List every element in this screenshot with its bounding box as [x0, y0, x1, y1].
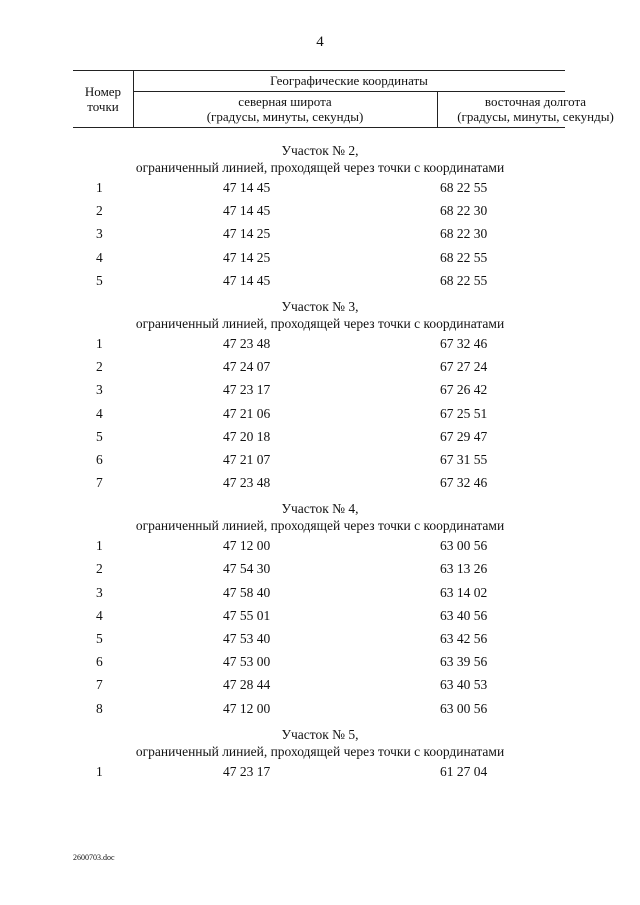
longitude-cell: 63 42 56	[440, 631, 488, 646]
longitude-cell: 63 13 26	[440, 561, 488, 577]
latitude-cell: 47 53 00	[223, 654, 271, 670]
table-row	[0, 650, 640, 673]
longitude-cell: 63 40 56	[440, 607, 488, 623]
point-number-cell: 3	[96, 226, 103, 242]
section-subtitle: ограниченный линией, проходящей через точки с координатами	[135, 160, 505, 175]
section-subtitle: ограниченный линией, проходящей через точки с координатами	[135, 518, 505, 534]
table-row	[0, 534, 640, 557]
latitude-cell: 47 24 07	[223, 359, 271, 375]
point-number-cell: 5	[96, 272, 103, 288]
point-number-cell: 3	[96, 584, 103, 600]
table-row	[0, 402, 640, 425]
table-row	[0, 604, 640, 627]
point-number-cell: 1	[96, 763, 103, 779]
longitude-cell: 68 22 30	[440, 203, 488, 219]
latitude-cell: 47 23 17	[223, 763, 271, 779]
coordinates-table-body	[0, 136, 640, 783]
page-number: 4	[316, 34, 324, 50]
header-longitude	[438, 91, 633, 127]
header-latitude-line2: (градусы, минуты, секунды)	[206, 109, 364, 124]
latitude-cell: 47 23 48	[223, 475, 271, 491]
table-row	[0, 673, 640, 696]
table-row	[0, 697, 640, 720]
table-row	[0, 246, 640, 269]
latitude-cell: 47 14 45	[223, 272, 271, 288]
table-row	[0, 222, 640, 245]
section-title: Участок № 5,	[281, 726, 359, 742]
header-longitude-line1: восточная долгота	[484, 94, 587, 109]
header-geo-coordinates: Географические координаты	[133, 71, 565, 92]
point-number-cell: 1	[96, 180, 103, 195]
latitude-cell: 47 14 45	[223, 180, 271, 195]
longitude-cell: 61 27 04	[440, 763, 488, 779]
header-point-number-line2: точки	[87, 99, 119, 114]
longitude-cell: 63 39 56	[440, 654, 488, 670]
longitude-cell: 68 22 55	[440, 249, 488, 265]
table-row	[0, 627, 640, 650]
section-title: Участок № 4,	[281, 501, 359, 517]
longitude-cell: 63 14 02	[440, 584, 488, 600]
latitude-cell: 47 23 17	[223, 382, 271, 398]
longitude-cell: 67 29 47	[440, 428, 488, 444]
longitude-cell: 68 22 55	[440, 180, 488, 195]
header-point-number	[73, 71, 134, 127]
longitude-cell: 68 22 30	[440, 226, 488, 242]
table-row	[0, 355, 640, 378]
latitude-cell: 47 12 00	[223, 700, 271, 716]
latitude-cell: 47 54 30	[223, 561, 271, 577]
latitude-cell: 47 12 00	[223, 538, 271, 554]
longitude-cell: 67 27 24	[440, 359, 488, 375]
table-row	[0, 269, 640, 292]
table-row	[0, 581, 640, 604]
section-heading	[0, 726, 640, 760]
footer-filename: 2600703.doc	[73, 853, 115, 862]
latitude-cell: 47 20 18	[223, 428, 271, 444]
latitude-cell: 47 58 40	[223, 584, 271, 600]
table-row	[0, 471, 640, 494]
point-number-cell: 2	[96, 203, 103, 219]
table-row	[0, 176, 640, 199]
point-number-cell: 5	[96, 428, 103, 444]
header-latitude-line1: северная широта	[238, 94, 332, 109]
latitude-cell: 47 55 01	[223, 607, 271, 623]
point-number-cell: 2	[96, 359, 103, 375]
section-subtitle: ограниченный линией, проходящей через точки с координатами	[135, 315, 505, 331]
table-row	[0, 332, 640, 355]
longitude-cell: 67 32 46	[440, 335, 488, 351]
table-row	[0, 448, 640, 471]
table-row	[0, 199, 640, 222]
header-latitude	[133, 91, 438, 127]
table-row	[0, 760, 640, 783]
section-subtitle: ограниченный линией, проходящей через точки с координатами	[135, 743, 505, 759]
latitude-cell: 47 14 25	[223, 249, 271, 265]
longitude-cell: 63 00 56	[440, 700, 488, 716]
latitude-cell: 47 23 48	[223, 335, 271, 351]
point-number-cell: 7	[96, 475, 103, 491]
point-number-cell: 6	[96, 451, 103, 467]
point-number-cell: 3	[96, 382, 103, 398]
table-row	[0, 378, 640, 401]
section-heading	[0, 298, 640, 332]
longitude-cell: 67 25 51	[440, 405, 488, 421]
longitude-cell: 67 32 46	[440, 475, 488, 491]
point-number-cell: 1	[96, 538, 103, 554]
latitude-cell: 47 14 45	[223, 203, 271, 219]
point-number-cell: 5	[96, 631, 103, 646]
header-point-number-line1: Номер	[84, 84, 122, 99]
latitude-cell: 47 21 07	[223, 451, 271, 467]
latitude-cell: 47 53 40	[223, 631, 271, 646]
table-header	[73, 70, 614, 128]
latitude-cell: 47 21 06	[223, 405, 271, 421]
section-title: Участок № 2,	[281, 143, 359, 158]
section-heading	[0, 142, 640, 176]
header-longitude-line2: (градусы, минуты, секунды)	[457, 109, 614, 124]
section-title: Участок № 3,	[281, 298, 359, 314]
longitude-cell: 67 31 55	[440, 451, 488, 467]
latitude-cell: 47 14 25	[223, 226, 271, 242]
section-heading	[0, 500, 640, 534]
point-number-cell: 4	[96, 249, 103, 265]
point-number-cell: 7	[96, 677, 103, 693]
table-row	[0, 425, 640, 448]
point-number-cell: 4	[96, 405, 103, 421]
longitude-cell: 63 00 56	[440, 538, 488, 554]
latitude-cell: 47 28 44	[223, 677, 271, 693]
point-number-cell: 1	[96, 335, 103, 351]
table-row	[0, 557, 640, 580]
longitude-cell: 67 26 42	[440, 382, 488, 398]
point-number-cell: 4	[96, 607, 103, 623]
longitude-cell: 68 22 55	[440, 272, 488, 288]
point-number-cell: 6	[96, 654, 103, 670]
longitude-cell: 63 40 53	[440, 677, 488, 693]
point-number-cell: 2	[96, 561, 103, 577]
point-number-cell: 8	[96, 700, 103, 716]
